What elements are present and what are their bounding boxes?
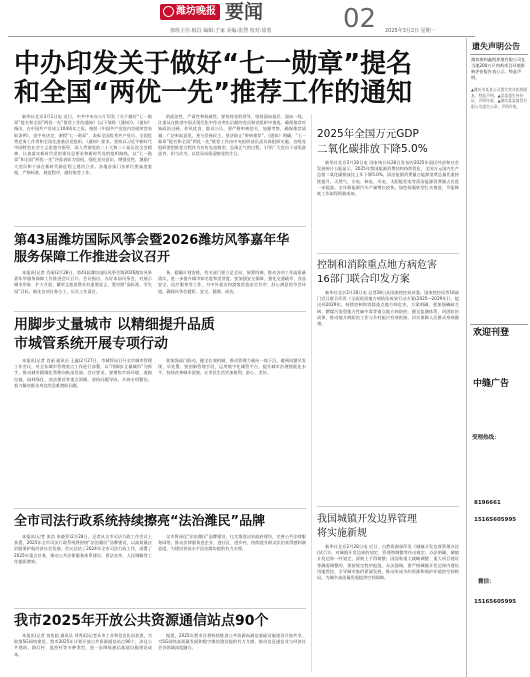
divider [14,311,306,312]
article-5-body-right: 据悉，2025年我市还将持续推进公共资源向通信基础设施建设开放共享，为5G网络高质量发展和数字潍坊建设提供有力支撑，推动信息通信业与经济社会各领域深度融合。 [158,633,306,651]
article-3-body-right: 要加强部门联动，健全长效机制，推动管理力量向一线下沉，做到问题早发现、早处置。要创新管理手段，运用数字化城管平台，提升城市治理智能化水平，持续改善城市面貌，让市民生活更加便利、舒心、美好。 [158,358,306,376]
column-divider [311,114,312,672]
divider [317,506,459,507]
sidebar-separator [466,38,467,677]
masthead-rule [8,36,475,37]
article-4-headline: 全市司法行政系统持续擦亮“法治潍民”品牌 [14,514,266,529]
phone-1: 8196661 [474,500,501,506]
ad-title: 中缝广告 [473,379,510,389]
divider [14,508,306,509]
lead-headline-line-1: 中办印发关于做好“七一勋章”提名 [14,49,413,79]
disease-headline-line-2: 16部门联合印发方案 [317,274,410,285]
article-2-headline-line-2: 服务保障工作推进会议召开 [14,250,171,265]
gdp-headline-line-2: 二氧化碳排放下降5.0% [317,143,428,155]
gdp-headline-line-1: 2025年全国万元GDP [317,128,419,140]
sidebar [466,38,530,677]
sidebar-title: 遗失声明公告 [472,42,520,51]
date-line: 2025年3月2日 星期一 [385,28,436,34]
lead-body-left: 新华社北京3月1日电 近日，中共中央办公厅印发《关于做好“七一勋章”提名和全国“两优一先”推荐工作的通知》(以下简称《通知》)。《通知》指出，在中国共产党成立104周年之际，按照《中国共产党党内功勋荣誉表彰条例》，党中央决定，颁授“七一勋章”，表彰全国优秀共产党员、全国优秀党务工作者和全国先进基层党组织。《通知》要求，坚持以习近平新时代中国特色社会主义思想为指导，深入贯彻党的二十大和二十届历次全会精神，认真落实新时代党的建设总要求和新时代党的组织路线，以“七一勋章”和全国“两优一先”评选表彰为契机，强化党员意识，增强党性，激励广大党员和干部在新时代新征程上建功立业。各地各部门各单位要高度重视，严格标准，规范程序，做好推荐工作。 [14,114,152,175]
article-3-headline-line-1: 用脚步丈量城市 以精细提升品质 [14,317,215,333]
divider [317,253,459,254]
editor-line: 值班主任:韩昌 编辑:于家 美编:张慧 校对:徐勇 [170,28,272,34]
divider [14,226,306,227]
lead-body-right: 的政治性、严肃性和权威性。要坚持党的领导，坚持面向基层、面向一线，注重从在推进中国式现代化中作出突出贡献的党员和党组织中推选，确保推荐对象政治过硬、作风优良、群众公认。要严格审核把关，加强考察，确保推荐质量，广泛听取意见，充分发扬民主，坚决防止“带病推荐”。《通知》明确，“七一勋章”提名和全国“两优一先”推荐工作由中央组织部负责具体组织实施。各级党组织要把推荐过程作为宣传先进典型、弘扬正气的过程，引导广大党员干部见贤思齐、担当作为，以优异成绩迎接党的生日。 [158,114,306,157]
article-5-headline: 我市2025年开放公共资源通信站点90个 [14,613,269,629]
masthead [0,0,530,40]
border-headline-line-2: 将实施新规 [317,528,367,539]
logo [160,4,220,20]
sidebar-rule [470,324,528,325]
border-body: 新华社北京2月28日电 近日，自然资源部印发《城镇开发边界管理办法(试行)》，对城镇开发边界的划定、管理和调整等作出规定。办法明确，城镇开发边界一经划定，原则上不得调整；因国家重大战略调整、重大项目建设等确需调整的，须按规定程序报批。办法强调，要严格城镇开发边界内建设用地管控，引导城市集约紧凑发展，推动形成节约资源和保护环境的空间格局，为城乡高质量发展提供空间保障。 [317,544,459,581]
article-2-body-left: 本报讯(记者 肖丽)2月28日，第43届潍坊国际风筝会暨2026潍坊风筝嘉年华服务保障工作推进会议召开。会议指出，办好本届风筝会，对展示城市形象、扩大开放、繁荣文旅消费具有重要意义。要对照“高标准、零失误”目标，细化各项任务分工，压实工作责任。 [14,270,152,294]
welcome-text: 欢迎刊登 [473,328,510,338]
article-5-body-left: 本报讯(记者 刘兆超 通讯员 刘秀雨)记者从市工业和信息化局获悉，为助推5G网络建设，我市2025年计划开放公共资源通信站点90个，涉及公共建筑、路灯杆、监控杆等多种类型，进一步降低通信基础设施建设成本。 [14,633,152,657]
disease-body: 新华社北京2月28日电 记者28日从国家疾控局获悉，国家疾控局等16部门近日联合印发《全面巩固地方病防治成果行动方案(2025—2029年)》，提出到2029年，持续控制和消除重点地方病危害。方案明确，要加强碘缺乏病、燃煤污染型地方性砷中毒等重点地方病防控，健全监测体系，巩固防治成果，推动地方病防治工作与乡村振兴有效衔接，切实保障人民群众身体健康。 [317,290,459,327]
gdp-body: 新华社北京2月28日电 国家统计局28日发布的2025年国民经济和社会发展统计公报显示，2025年我国能源消费结构持续优化，全国万元国内生产总值二氧化碳排放比上年下降5.0%。清洁能源消费量占能源消费总量比重持续提升，天然气、水电、核电、风电、太阳能发电等清洁能源消费量占比进一步提高。全年新能源汽车产量增长较快，绿色低碳转型扎实推进，节能降耗工作取得积极成效。 [317,160,459,197]
article-2-body-right: 务，精确计划安排，有关部门要立足全局、统筹协调，推动各项工作高质量落实，进一步提升城市知名度和美誉度。要加强安全保障，强化交通疏导、食品安全、医疗服务等工作，为中外嘉宾和游客营造安全有序、舒心满意的节会环境，确保风筝会精彩、安全、圆满、成功。 [158,270,306,294]
sidebar-rule [470,54,528,55]
notice-1: 潍坊康和鑫悦养殖有限公司在当地200万只肉鸡项目环境影响评价报告表公示，特此声明。 [471,57,526,80]
phone-3: 15165605995 [474,599,517,605]
disease-headline-line-1: 控制和消除重点地方病危害 [317,260,437,271]
article-2-headline-line-1: 第43届潍坊国际风筝会暨2026潍坊风筝嘉年华 [14,233,290,248]
border-headline-line-1: 我国城镇开发边界管理 [317,514,417,525]
logo-mark-icon [163,6,174,17]
lead-headline-line-2: 和全国“两优一先”推荐工作的通知 [14,78,413,108]
section-title: 要闻 [225,1,264,23]
hotline-label: 受理热线： [472,435,500,441]
article-3-body-left: 本报讯(记者 肖丽 通讯员 王鑫)2月27日，市城管局召开全市城市管理工作会议，对全年城市管理重点工作进行部署，以“用脚步丈量城市”为抓手，推动城市精细化管理向纵深发展。会议要求，要聚焦市容环境、道路设施、园林绿化、违法建设等重点领域，坚持问题导向，开展专项整治，着力解决群众身边的急难愁盼问题。 [14,358,152,388]
page-number: 02 [343,4,377,34]
article-4-body-right: 全市将深化“法治潍民”品牌建设，扎实推进法治政府建设，完善公共法律服务网络，推动法律服务进企业、进社区、进乡村，持续提升群众法治获得感和满意度，为建设更高水平法治潍坊提供有力支撑。 [158,534,306,552]
logo-text: 潍坊晚报 [176,6,216,17]
wechat-label: 微信： [478,579,495,585]
phone-2: 15165605995 [474,517,517,523]
article-3-headline-line-2: 市城管系统开展专项行动 [14,336,168,352]
article-4-body-left: 本报讯(记者 张浩 张晓菲)2月28日，记者从全市司法行政工作会议上获悉，2025年全市司法行政系统将围绕“法治潍民”品牌建设，以高质量法治服务护航经济社会发展。会议总结了2024年全市司法行政工作，部署了2025年重点任务，推动公共法律服务体系建设、普法宣传、人民调解等工作提质增效。 [14,534,152,564]
notice-2: ▲潍坊市某某公司遗失营业执照副本，特此声明。▲某某遗失身份证，声明作废。▲潍坊某某商贸有限公司遗失公章，声明作废。 [471,87,528,109]
divider [14,608,306,609]
